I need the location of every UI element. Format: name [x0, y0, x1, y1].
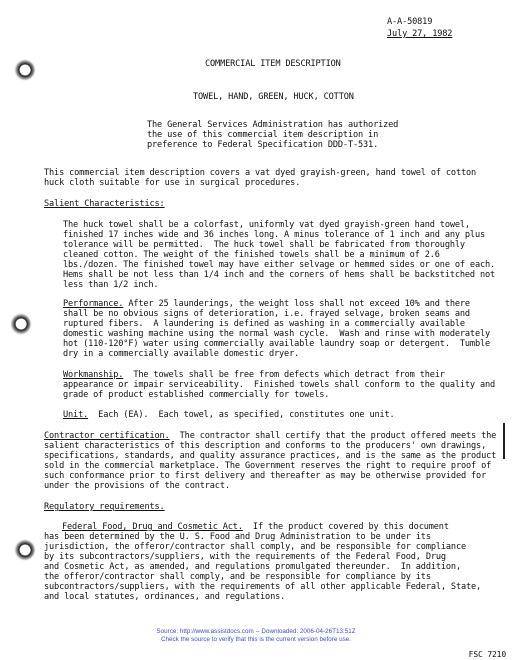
intro-line-1: This commercial item description covers a vat dyed grayish-green, hand towel of cotton: [44, 168, 477, 178]
workmanship-line-2: appearance or impair serviceability. Finished towels shall conform to the quality and: [63, 380, 496, 390]
performance-line-5: hot (110-120°F) water using commercially available laundry soap or detergent. Tumble: [63, 339, 491, 349]
source-footer-line-2: Check the source to verify that this is the current version before use.: [160, 636, 352, 643]
contractor-line-6: under the provisions of the contract.: [44, 481, 230, 491]
salient-heading: Salient Characteristics:: [44, 199, 165, 209]
fda-line-2: has been determined by the U. S. Food and Drug Administration to be under its: [44, 532, 431, 542]
document-date: July 27, 1982: [387, 29, 453, 39]
fda-line-8: and local statutes, ordinances, and regulations.: [44, 592, 286, 602]
source-footer-line-1: Source: http://www.assistdocs.com -- Downloaded: 2006-04-26T13:51Z: [156, 628, 356, 635]
contractor-text: The contractor shall certify that the product offered meets the: [169, 431, 497, 441]
salient-line-1: The huck towel shall be a colorfast, uniformly vat dyed grayish-green hand towel,: [63, 220, 470, 230]
authorization-line-3: preference to Federal Specification DDD-T-531.: [147, 140, 379, 150]
salient-line-7: less than 1/2 inch.: [63, 280, 159, 290]
document-subtitle: TOWEL, HAND, GREEN, HUCK, COTTON: [193, 92, 354, 102]
punch-hole-top: [13, 59, 35, 81]
fda-label: Federal Food, Drug and Cosmetic Act.: [62, 522, 243, 532]
performance-line-3: ruptured fibers. A laundering is defined as washing in a commercially available: [63, 319, 465, 329]
unit-line: [63, 410, 395, 420]
fda-line-1: [62, 522, 449, 532]
fda-text: If the product covered by this document: [242, 522, 449, 532]
contractor-line-4: sold in the commercial marketplace. The Government reserves the right to require proof of: [44, 461, 492, 471]
authorization-line-2: the use of this commercial item description in: [147, 130, 379, 140]
document-title: COMMERCIAL ITEM DESCRIPTION: [205, 59, 341, 69]
fda-line-6: the offeror/contractor shall comply, and be responsible for compliance by its: [44, 572, 431, 582]
workmanship-label: Workmanship.: [63, 370, 124, 380]
punch-hole-bottom: [13, 539, 35, 561]
intro-line-2: huck cloth suitable for use in surgical procedures.: [44, 178, 301, 188]
performance-text: After 25 launderings, the weight loss shall not exceed 10% and there: [123, 299, 470, 309]
authorization-line-1: The General Services Administration has authorized: [147, 120, 399, 130]
salient-line-3: tolerance will be permitted. The huck towel shall be fabricated from thoroughly: [63, 240, 465, 250]
workmanship-line-3: grade of product established commercially for towels.: [63, 390, 330, 400]
workmanship-text: The towels shall be free from defects which detract from their: [123, 370, 445, 380]
fda-line-4: by its subcontractors/suppliers, with the requirements of the Federal Food, Drug: [44, 552, 446, 562]
margin-change-bar: [503, 423, 505, 459]
contractor-line-1: [44, 431, 496, 441]
unit-text: Each (EA). Each towel, as specified, constitutes one unit.: [88, 410, 395, 420]
contractor-line-2: salient characteristics of this description and conforms to the producers' own drawings,: [44, 441, 487, 451]
workmanship-line-1: [63, 370, 445, 380]
performance-label: Performance.: [63, 299, 124, 309]
fda-line-3: jurisdiction, the offeror/contractor shall comply, and be responsible for compliance: [44, 542, 467, 552]
salient-line-4: cleaned cotton. The weight of the finished towels shall be a minimum of 2.6: [63, 250, 440, 260]
salient-line-5: lbs./dozen. The finished towel may have either selvage or hemmed sides or one of each.: [63, 260, 496, 270]
fda-line-7: subcontractors/suppliers, with the requirements of all other applicable Federal, State,: [44, 582, 482, 592]
salient-line-2: finished 17 inches wide and 36 inches long. A minus tolerance of 1 inch and any plus: [63, 230, 486, 240]
fsc-code: FSC 7210: [468, 650, 506, 659]
contractor-line-3: specifications, standards, and quality assurance practices, and is the same as the product: [44, 451, 497, 461]
performance-line-4: domestic washing machine using the normal wash cycle. Wash and rinse with moderately: [63, 329, 491, 339]
unit-label: Unit.: [63, 410, 89, 420]
regulatory-heading: Regulatory requirements.: [44, 502, 165, 512]
document-id: A-A-50819: [387, 17, 433, 27]
punch-hole-middle: [9, 313, 31, 335]
performance-line-2: shall be no obvious signs of deterioration, i.e. frayed selvage, broken seams and: [63, 309, 470, 319]
fda-line-5: and Cosmetic Act, as amended, and regulations promulgated thereunder. In addition,: [44, 562, 461, 572]
contractor-label: Contractor certification.: [44, 431, 170, 441]
salient-line-6: Hems shall be not less than 1/4 inch and the corners of hems shall be backstitched not: [63, 270, 496, 280]
contractor-line-5: such conformance prior to first delivery and thereafter as may be otherwise provided for: [44, 471, 487, 481]
performance-line-6: dry in a commercially available domestic dryer.: [63, 349, 300, 359]
performance-line-1: [63, 299, 470, 309]
